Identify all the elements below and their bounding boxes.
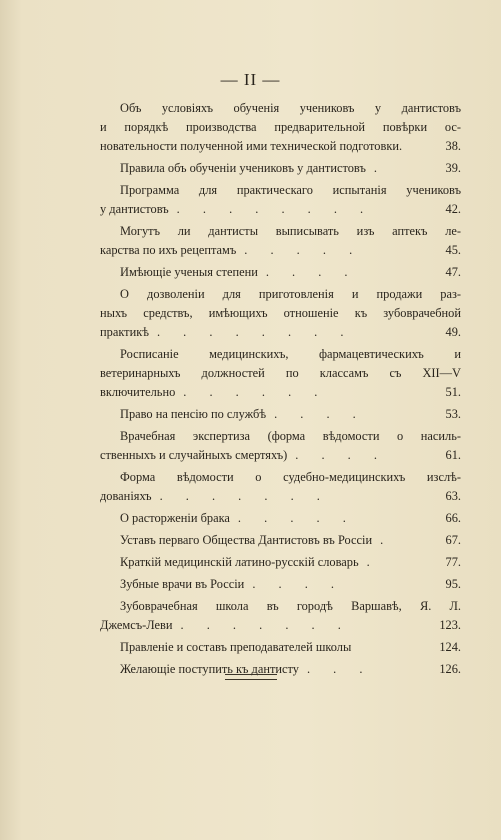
toc-entry [100,222,461,260]
toc-entry-title: Краткій медицинскій латино-русскій словарь [120,555,359,569]
toc-entry-final-line [100,531,461,550]
toc-entry-line: Могутъ ли дантисты выписывать изъ аптекъ ле- [120,224,461,238]
toc-entry-line: О дозволеніи для приготовленія и продажи раз- [120,287,461,301]
toc-entry-line: и порядкѣ производства предварительной повѣрки ос- [100,120,461,134]
toc-entry-title: карства по ихъ рецептамъ [100,243,237,257]
toc-page-number: 42. [445,202,461,216]
toc-entry [100,509,461,528]
toc-page-number: 39. [445,161,461,175]
toc-entry-title: О расторженіи брака [120,511,230,525]
toc-entry-title: включительно [100,385,176,399]
toc-entry [100,660,461,679]
toc-entry [100,427,461,465]
toc-entry-line: Объ условіяхъ обученія учениковъ у дантистовъ [120,101,461,115]
toc-entry-final-line [100,159,461,178]
toc-entry-final-line [100,383,461,402]
toc-entry-final-line [100,323,461,342]
toc-page-number: 95. [445,577,461,591]
toc-entry-title: Желающіе поступить къ дантисту [120,662,299,676]
toc-entry-title: Правленіе и составъ преподавателей школы [120,640,352,654]
toc-entry-final-line [100,446,461,465]
toc-entry-title: дованіяхъ [100,489,152,503]
toc-page-number: 45. [445,243,461,257]
toc-page-number: 67. [445,533,461,547]
toc-leader-dots: . . . . . [237,511,356,525]
toc-entry [100,263,461,282]
toc-entry-title: Уставъ перваго Общества Дантистовъ въ Россіи [120,533,373,547]
toc-entry [100,553,461,572]
toc-entry-title: Имѣющіе ученыя степени [120,265,258,279]
toc-page-number: 61. [445,448,461,462]
toc-page-number: 51. [445,385,461,399]
toc-entry [100,99,461,156]
table-of-contents [100,99,461,682]
toc-entry [100,531,461,550]
toc-entry-title: практикѣ [100,325,149,339]
toc-entry-title: ственныхъ и случайныхъ смертяхъ) [100,448,288,462]
toc-entry-final-line [100,616,461,635]
toc-entry-final-line [100,137,461,156]
toc-entry-title: у дантистовъ [100,202,169,216]
ornamental-rule [225,674,277,680]
toc-page-number: 38. [445,139,461,153]
toc-entry-final-line [100,660,461,679]
toc-entry-final-line [100,638,461,657]
toc-entry [100,405,461,424]
toc-entry [100,638,461,657]
toc-entry-final-line [100,553,461,572]
toc-page-number: 63. [445,489,461,503]
toc-page-number: 77. [445,555,461,569]
toc-leader-dots: . [366,555,380,569]
toc-entry-line: Росписаніе медицинскихъ, фармацевтическихъ и [120,347,461,361]
toc-leader-dots: . . . [306,662,373,676]
toc-leader-dots: . . . . . . [183,385,328,399]
toc-entry-final-line [100,509,461,528]
toc-entry-line: ветеринарныхъ должностей по классамъ съ XII—V [100,366,461,380]
toc-leader-dots: . . . . [252,577,344,591]
toc-entry [100,597,461,635]
toc-entry [100,181,461,219]
toc-leader-dots: . . . . . . . [180,618,351,632]
toc-entry-line: Зубоврачебная школа въ городѣ Варшавѣ, Я. Л. [120,599,461,613]
toc-leader-dots: . . . . [274,407,366,421]
toc-entry-line: ныхъ средствъ, имѣющихъ отношеніе къ зубоврачебной [100,306,461,320]
toc-entry-title: Правила объ обученіи учениковъ у дантистовъ [120,161,366,175]
toc-leader-dots: . . . . [265,265,358,279]
toc-page-number: 53. [445,407,461,421]
toc-entry [100,575,461,594]
toc-entry-title: новательности полученной ими технической подготовки. [100,139,403,153]
toc-entry-final-line [100,200,461,219]
toc-entry-final-line [100,405,461,424]
toc-page-number: 126. [439,662,461,676]
toc-page-number: 66. [445,511,461,525]
page-number: — II — [220,70,281,89]
toc-entry-line: Форма вѣдомости о судебно-медицинскихъ изслѣ- [120,470,461,484]
toc-page-number: 124. [439,640,461,654]
toc-entry [100,159,461,178]
toc-leader-dots: . [373,161,387,175]
toc-leader-dots: . . . . [295,448,387,462]
toc-leader-dots: . [380,533,394,547]
toc-leader-dots: . . . . . [244,243,363,257]
toc-entry [100,468,461,506]
toc-entry [100,285,461,342]
toc-entry-final-line [100,575,461,594]
toc-entry-line: Программа для практическаго испытанія учениковъ [120,183,461,197]
toc-entry-final-line [100,263,461,282]
toc-entry-title: Джемсъ-Леви [100,618,173,632]
toc-page-number: 47. [445,265,461,279]
toc-leader-dots: . . . . . . . [159,489,330,503]
toc-page-number: 123. [439,618,461,632]
toc-leader-dots: . . . . . . . . [156,325,354,339]
toc-entry-title: Зубные врачи въ Россіи [120,577,245,591]
toc-entry-final-line [100,241,461,260]
toc-entry-final-line [100,487,461,506]
toc-page-number: 49. [445,325,461,339]
toc-entry-title: Право на пенсію по службѣ [120,407,267,421]
toc-entry [100,345,461,402]
toc-entry-line: Врачебная экспертиза (форма вѣдомости о насиль- [120,429,461,443]
toc-leader-dots: . . . . . . . . [176,202,374,216]
